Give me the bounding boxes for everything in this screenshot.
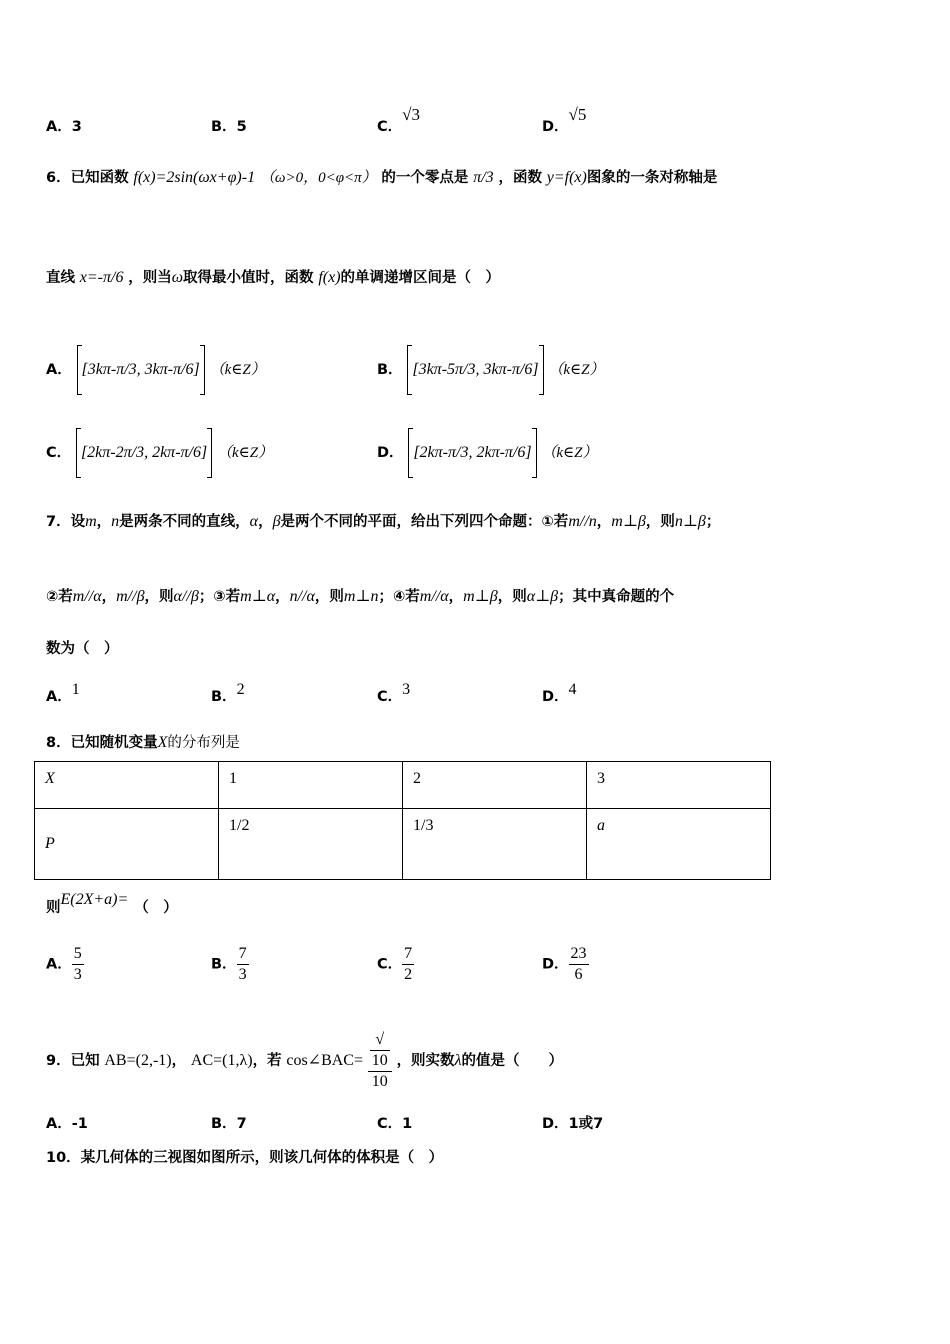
table-row — [35, 809, 771, 880]
table-cell: P — [35, 809, 219, 880]
distribution-table — [34, 761, 771, 880]
q7-option-b: B．2 — [211, 681, 245, 705]
table-cell: 3 — [587, 762, 771, 809]
table-cell: 1 — [219, 762, 403, 809]
q5-option-d: D．√5 — [542, 105, 587, 135]
q9-cos-fraction: √ 10 10 — [368, 1030, 392, 1092]
q9-option-a: A．-1 — [46, 1116, 88, 1132]
q6-line1: 6．已知函数 f(x)=2sin(ωx+φ)-1 （ω>0，0<φ<π） 的一个零点是 π/3 ，函数 y=f(x)图象的一条对称轴是 — [46, 169, 718, 186]
q8-intro: 8．已知随机变量X的分布列是 — [46, 734, 240, 751]
table-cell: 1/2 — [219, 809, 403, 880]
q8-option-b: B． $\frac{7}{3}$ — [211, 945, 247, 983]
q7-option-c: C．3 — [377, 681, 411, 705]
q9-option-b: B．7 — [211, 1116, 247, 1132]
q7-line3: 数为（ ） — [46, 641, 119, 657]
q6-option-d: D． [2kπ-π/3, 2kπ-π/6] （k∈Z） — [377, 428, 597, 478]
q5-option-a: A．3 — [46, 119, 82, 135]
q5-option-b: B．5 — [211, 119, 247, 135]
q6-option-a: A． [3kπ-π/3, 3kπ-π/6] （k∈Z） — [46, 345, 266, 395]
q7-line1: 7．设m，n是两条不同的直线，α，β是两个不同的平面，给出下列四个命题：①若m//n，m⊥β，则n⊥β； — [46, 513, 721, 530]
q6-option-c: C． [2kπ-2π/3, 2kπ-π/6] （k∈Z） — [46, 428, 273, 478]
q8-option-d: D． $\frac{23}{6}$ — [542, 945, 587, 983]
bracket-right-icon — [200, 345, 205, 395]
q9-line: 9．已知 AB=(2,-1)， AC=(1,λ)，若 cos∠BAC= √ 10 10 ，则实数λ的值是（ ） — [46, 1031, 563, 1090]
table-cell: a — [587, 809, 771, 880]
q7-option-d: D．4 — [542, 681, 577, 705]
table-row — [35, 762, 771, 809]
q5-option-c-value: √3 — [402, 105, 420, 124]
q9-option-c: C．1 — [377, 1116, 413, 1132]
q8-ask: 则E(2X+a)= （ ） — [46, 891, 178, 916]
q6-function: f(x)=2sin(ωx+φ)-1 — [133, 169, 256, 186]
q7-option-a: A．1 — [46, 681, 80, 705]
q7-line2: ②若m//α，m//β，则α//β；③若m⊥α，n//α，则m⊥n；④若m//α，m⊥β，则α⊥β；其中真命题的个 — [46, 588, 675, 605]
q8-option-a: A． $\frac{5}{3}$ — [46, 945, 82, 983]
q8-option-c: C． $\frac{7}{2}$ — [377, 945, 413, 983]
table-cell: 1/3 — [403, 809, 587, 880]
bracket-right-icon — [207, 428, 212, 478]
table-cell: X — [35, 762, 219, 809]
q5-option-c: C．√3 — [377, 105, 420, 135]
bracket-right-icon — [532, 428, 537, 478]
q6-axis: x=-π/6 — [79, 269, 124, 286]
q9-option-d: D．1或7 — [542, 1116, 604, 1132]
q5-option-d-value: √5 — [568, 105, 587, 124]
q6-option-b: B． [3kπ-5π/3, 3kπ-π/6] （k∈Z） — [377, 345, 605, 395]
q6-line2: 直线 x=-π/6 ，则当ω取得最小值时，函数 f(x)的单调递增区间是（ ） — [46, 269, 501, 286]
q6-zero: π/3 — [473, 169, 494, 186]
q10-line: 10．某几何体的三视图如图所示，则该几何体的体积是（ ） — [46, 1150, 444, 1166]
table-cell: 2 — [403, 762, 587, 809]
bracket-right-icon — [539, 345, 544, 395]
